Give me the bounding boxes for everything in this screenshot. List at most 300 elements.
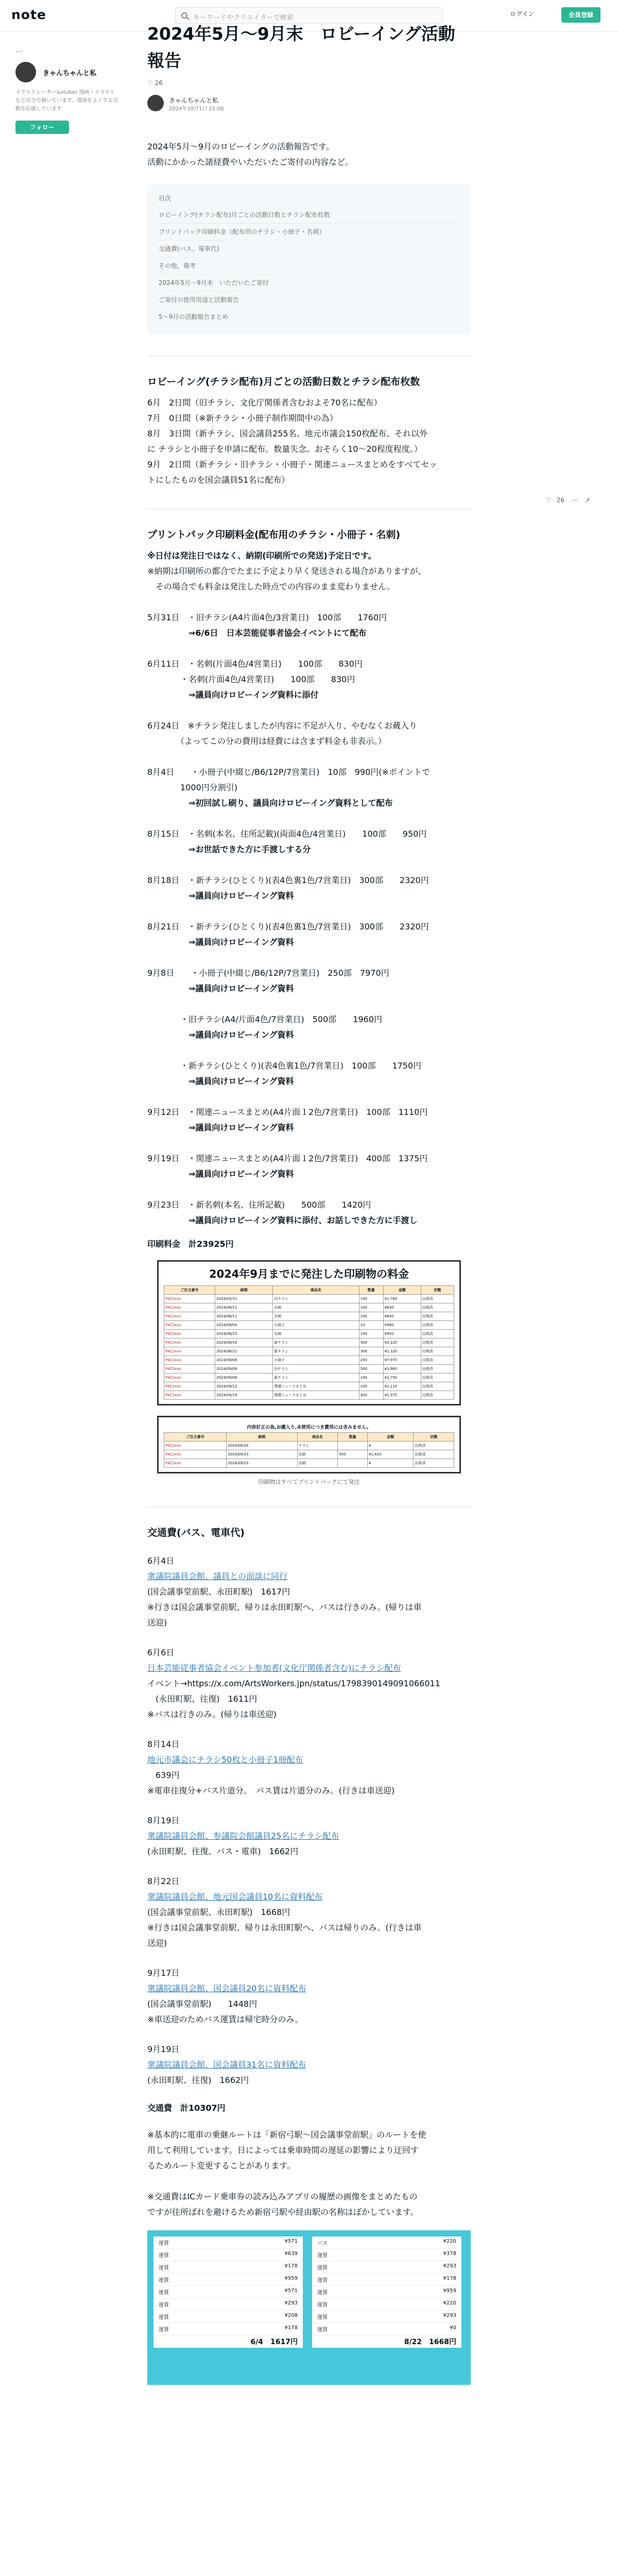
creator-name[interactable]: きゃんちゃんと私 xyxy=(43,69,97,77)
table-cell: 関連ニュースまとめ xyxy=(273,1391,359,1400)
item-line: 9月12日 ・関連ニュースまとめ(A4片面１2色/7営業日) 100部 1110円 xyxy=(147,1107,428,1117)
table-row xyxy=(164,1295,454,1303)
table-cell: チラシ xyxy=(297,1442,338,1450)
table-row xyxy=(164,1321,454,1330)
transport-entry xyxy=(147,1874,471,1951)
entry-line: 639円 xyxy=(147,1770,180,1780)
receipt-line xyxy=(312,2249,461,2261)
receipt-amount: ¥959 xyxy=(284,2276,298,2281)
print-item xyxy=(147,765,471,811)
item-line: 6月11日 ・名刺(片面4色/4営業日) 100部 830円 xyxy=(147,659,363,669)
column-header: 金額 xyxy=(383,1286,421,1295)
receipt-label: 運賃 xyxy=(159,2315,169,2320)
print-total: 印刷料金 計23925円 xyxy=(147,1239,234,1249)
transport-entry xyxy=(147,1737,471,1799)
table-cell: 2024/05/31 xyxy=(215,1295,272,1303)
section-line: トにしたものを国会議員51名に配布） xyxy=(147,475,290,485)
receipt-label: 運賃 xyxy=(317,2278,328,2283)
section-line: 6月 2日間（旧チラシ、文化庁関係者含むおよそ70名に配布） xyxy=(147,398,382,408)
column-header: 数量 xyxy=(359,1286,383,1295)
entry-link[interactable]: 衆議院議員会館、国会議員20名に資料配布 xyxy=(147,1984,306,1993)
table-cell: ¥ xyxy=(367,1459,413,1468)
receipt-amount: ¥293 xyxy=(443,2313,456,2318)
item-line: ・旧チラシ(A4/片面4色/7営業日) 500部 1960円 xyxy=(147,1014,383,1024)
table-header xyxy=(164,1286,454,1295)
item-note: ⇒議員向けロビーイング資料 xyxy=(147,937,294,947)
receipt-line xyxy=(153,2274,303,2286)
table-cell: 関連ニュースまとめ xyxy=(273,1382,359,1391)
entry-line: 送迎) xyxy=(147,1618,167,1628)
receipt-amount: ¥0 xyxy=(450,2325,456,2331)
column-header: ご注文番号 xyxy=(164,1286,215,1295)
receipt-amount: ¥178 xyxy=(443,2276,456,2281)
print-item xyxy=(147,1058,471,1089)
table-cell: 100 xyxy=(359,1303,383,1312)
table-cell: P4C2xxx xyxy=(164,1391,215,1400)
table-cell: 2024/09/08 xyxy=(215,1374,272,1382)
table-row xyxy=(164,1347,454,1356)
intro xyxy=(147,139,471,170)
item-line: （よってこの分の費用は経費には含まず料金も非表示。） xyxy=(147,736,387,746)
item-note: ⇒議員向けロビーイング資料 xyxy=(147,1169,294,1179)
heart-icon[interactable]: ♡ xyxy=(147,79,155,87)
receipt-label: 運賃 xyxy=(317,2315,328,2320)
print-item xyxy=(147,610,471,641)
column-header: 納期 xyxy=(227,1433,297,1442)
receipt-label: 運賃 xyxy=(159,2278,169,2283)
follow-button[interactable]: フォロー xyxy=(15,121,69,134)
receipt-line xyxy=(153,2311,303,2323)
section-line: 8月 3日間（新チラシ、国会議員255名、地元市議会150枚配布、それ以外 xyxy=(147,429,428,438)
table-cell: 2024/08/15 xyxy=(215,1330,272,1338)
entry-date: 9月19日 xyxy=(147,2044,180,2054)
note-logo[interactable]: note xyxy=(11,7,46,22)
table-cell: ¥2,320 xyxy=(383,1347,421,1356)
table-cell: ¥7,970 xyxy=(383,1356,421,1365)
toc-item[interactable]: 5〜9月の活動報告まとめ xyxy=(159,309,459,326)
toc-item[interactable]: ご寄付の使用用途と活動報告 xyxy=(159,292,459,309)
transport-entry xyxy=(147,1645,471,1722)
table-cell: 300 xyxy=(359,1347,383,1356)
table-row xyxy=(164,1391,454,1400)
table-cell: P4C2xxx xyxy=(164,1459,227,1468)
entry-link[interactable]: 衆議院議員会館、国会議員31名に資料配布 xyxy=(147,2060,306,2070)
search-icon xyxy=(181,12,187,19)
receipt-label: 運賃 xyxy=(317,2302,328,2308)
author-avatar[interactable] xyxy=(147,95,164,111)
entry-line: 送迎) xyxy=(147,1938,167,1948)
print-price-image xyxy=(157,1260,461,1405)
receipt-line xyxy=(153,2249,303,2261)
flyer-title: 2024年9月までに発注した印刷物の料金 xyxy=(209,1268,409,1280)
share-icon[interactable]: ↗ xyxy=(585,497,590,504)
table-cell: P4C2xxx xyxy=(164,1442,227,1450)
table-cell: 500 xyxy=(338,1450,368,1459)
receipt-label: 運賃 xyxy=(159,2290,169,2296)
entry-date: 8月14日 xyxy=(147,1739,180,1749)
transport-entry xyxy=(147,2042,471,2088)
entry-date: 6月4日 xyxy=(147,1556,175,1566)
table-cell: 出荷済 xyxy=(414,1442,454,1450)
table-row xyxy=(164,1442,454,1450)
table-cell xyxy=(338,1459,368,1468)
item-note: ⇒6/6日 日本芸能従事者協会イベントにて配布 xyxy=(147,628,367,638)
section-body xyxy=(147,395,471,488)
item-note: ⇒議員向けロビーイング資料 xyxy=(147,1076,294,1086)
item-note: ⇒議員向けロビーイング資料に添付 xyxy=(147,690,319,700)
table-cell: 出荷済 xyxy=(421,1347,454,1356)
print-items xyxy=(147,610,471,1228)
receipt-line xyxy=(312,2298,461,2311)
table-row xyxy=(164,1459,454,1468)
item-line: 8月15日 ・名刺(本名、住所記載)(両面4色/4営業日) 100部 950円 xyxy=(147,829,427,839)
entry-line: ※バスは行きのみ。(帰りは車送迎) xyxy=(147,1709,277,1719)
entry-link[interactable]: 衆議院議員会館、地元国会議員10名に資料配布 xyxy=(147,1892,323,1902)
note-line: ※日付は発注日ではなく、納期(印刷所での発送)予定日です。 xyxy=(147,551,376,561)
entry-line: ※行きは国会議事堂前駅、帰りは永田町駅へ、バスは行きのみ。(帰りは車 xyxy=(147,1602,422,1612)
receipt-line xyxy=(153,2236,303,2249)
item-note: ⇒議員向けロビーイング資料 xyxy=(147,1030,294,1040)
table-cell: 400 xyxy=(359,1391,383,1400)
item-note: ⇒お世話できた方に手渡しする分 xyxy=(147,844,311,854)
more-icon[interactable]: … xyxy=(15,46,22,54)
author-block xyxy=(147,94,471,112)
table-row xyxy=(164,1356,454,1365)
table-cell: 10 xyxy=(359,1321,383,1330)
transport-entry xyxy=(147,1813,471,1859)
receipt-line xyxy=(312,2286,461,2298)
item-line: 9月23日 ・新名刺(本名、住所記載) 500部 1420円 xyxy=(147,1200,371,1210)
table-cell: 2024/09/12 xyxy=(215,1382,272,1391)
item-line: 5月31日 ・旧チラシ(A4片面4色/3営業日) 100部 1760円 xyxy=(147,613,387,622)
comment-icon[interactable]: ⋯ xyxy=(571,497,578,504)
table-cell: 100 xyxy=(359,1382,383,1391)
receipt-label: 運賃 xyxy=(317,2327,328,2333)
toc-item[interactable]: プリントパック印刷料金（配布用のチラシ・小冊子・名刺） xyxy=(159,224,459,241)
item-line: 9月8日 ・小冊子(中綴じ/B6/12P/7営業日) 250部 7970円 xyxy=(147,968,389,978)
note-line: ※交通費はICカード乗車券の読み込みアプリの履歴の画像をまとめたもの xyxy=(147,2192,418,2201)
intro-line: 2024年5月〜9月のロビーイングの活動報告です。 xyxy=(147,142,334,151)
heart-icon[interactable]: ♡ xyxy=(546,497,552,504)
table-cell: 出荷済 xyxy=(421,1312,454,1321)
receipt-line xyxy=(312,2311,461,2323)
table-cell: 出荷済 xyxy=(421,1356,454,1365)
receipt-line xyxy=(312,2323,461,2335)
table-row xyxy=(164,1382,454,1391)
like-count: 26 xyxy=(556,497,565,504)
item-line: ・新チラシ(ひとくり)(表4色裏1色/7営業日) 100部 1750円 xyxy=(147,1061,422,1071)
note-line: ※基本的に電車の乗継ルートは「新宿弓駅〜国会議事堂前駅」のルートを使 xyxy=(147,2130,426,2140)
item-line: 8月4日 ・小冊子(中綴じ/B6/12P/7営業日) 10部 990円(※ポイントで xyxy=(147,767,430,777)
article-actions xyxy=(546,497,595,504)
column-header: 数量 xyxy=(338,1433,368,1442)
table-cell: 2024/09/19 xyxy=(215,1391,272,1400)
receipt-amount: ¥178 xyxy=(284,2263,298,2269)
creator-sidebar xyxy=(15,52,118,134)
toc-item[interactable]: その他、備考 xyxy=(159,258,459,275)
entry-line: (永田町駅、往復) 1662円 xyxy=(147,2075,249,2085)
column-header: 納期 xyxy=(215,1286,272,1295)
receipt-line xyxy=(312,2236,461,2249)
receipt-label: 運賃 xyxy=(317,2265,328,2271)
receipt-total: 8/22 1668円 xyxy=(404,2338,456,2346)
table-cell: P4C2xxx xyxy=(164,1450,227,1459)
receipt-amount: ¥571 xyxy=(284,2239,298,2244)
receipt-amount: ¥208 xyxy=(284,2313,298,2318)
transport-total: 交通費 計10307円 xyxy=(147,2103,226,2113)
section-line: 9月 2日間（新チラシ・旧チラシ・小冊子・関連ニュースまとめをすべてセッ xyxy=(147,460,438,469)
receipt-amount: ¥378 xyxy=(443,2251,456,2257)
receipt-line xyxy=(153,2286,303,2298)
table-cell: 100 xyxy=(359,1374,383,1382)
table-cell: 出荷済 xyxy=(421,1374,454,1382)
table-cell: 旧チラシ xyxy=(273,1295,359,1303)
item-note: ⇒議員向けロビーイング資料 xyxy=(147,891,294,901)
section-heading: ロビーイング(チラシ配布)月ごとの活動日数とチラシ配布枚数 xyxy=(147,355,471,388)
signup-button[interactable]: 会員登録 xyxy=(561,7,600,23)
note-line: 用して利用しています。日によっては乗車時間の遅延の影響により迂回す xyxy=(147,2145,419,2155)
receipt-amount: ¥571 xyxy=(284,2288,298,2294)
table-cell: 名刺 xyxy=(273,1312,359,1321)
note-line xyxy=(147,2174,471,2189)
section-heading: プリントパック印刷料金(配布用のチラシ・小冊子・名刺) xyxy=(147,509,471,541)
table-cell: 出荷済 xyxy=(414,1450,454,1459)
avatar[interactable] xyxy=(15,62,36,82)
table-cell: 新チラシ xyxy=(273,1338,359,1347)
price-table xyxy=(164,1285,454,1400)
table-cell: 出荷済 xyxy=(421,1330,454,1338)
toc-title: 目次 xyxy=(159,195,171,202)
entry-line: (国会議事堂前駅) 1448円 xyxy=(147,1999,258,2009)
toc-item[interactable]: ロビーイング(チラシ配布)月ごとの活動日数とチラシ配布枚数 xyxy=(159,207,459,224)
creator-bio: イラストレーター&vtuber 漫画・イラストなど自分で描いています。環境をよくする活動を応援しています xyxy=(15,90,118,112)
print-item xyxy=(147,718,471,749)
item-line: 9月19日 ・関連ニュースまとめ(A4片面１2色/7営業日) 400部 1375円 xyxy=(147,1154,428,1163)
intro-line: 活動にかかった諸経費やいただいたご寄付の内容など。 xyxy=(147,157,354,167)
table-row xyxy=(164,1450,454,1459)
section-notes xyxy=(147,548,471,595)
toc-item[interactable]: 交通費(バス、電車代) xyxy=(159,241,459,258)
toc-item[interactable]: 2024年5月〜9月末 いただいたご寄付 xyxy=(159,275,459,292)
entry-line: イベント→https://x.com/ArtsWorkers.jpn/status/1798390149091066011 xyxy=(147,1679,440,1688)
receipt-label: 運賃 xyxy=(159,2265,169,2271)
print-item xyxy=(147,1151,471,1182)
item-line: 1000円分割引) xyxy=(147,783,237,792)
item-note: ⇒議員向けロビーイング資料に添付、お話しできた方に手渡し xyxy=(147,1215,418,1225)
print-item xyxy=(147,965,471,996)
receipt-amount: ¥293 xyxy=(284,2300,298,2306)
like-count: 26 xyxy=(154,79,163,87)
table-header xyxy=(164,1433,454,1442)
ic-card-history-image xyxy=(147,2230,471,2385)
table-cell: P4C2xxx xyxy=(164,1338,215,1347)
receipt-label: 運賃 xyxy=(159,2327,169,2333)
table-cell: P4C2xxx xyxy=(164,1374,215,1382)
table-cell: 100 xyxy=(359,1312,383,1321)
print-item xyxy=(147,873,471,904)
column-header: 商品名 xyxy=(273,1286,359,1295)
table-cell: 100 xyxy=(359,1330,383,1338)
like-row xyxy=(147,79,471,87)
entry-date: 6月6日 xyxy=(147,1648,175,1657)
receipt-label: 運賃 xyxy=(317,2290,328,2296)
item-note: ⇒議員向けロビーイング資料 xyxy=(147,1123,294,1132)
table-cell: 新チラシ xyxy=(273,1374,359,1382)
table-cell: P4C2xxx xyxy=(164,1321,215,1330)
column-header: 商品名 xyxy=(297,1433,338,1442)
entry-link[interactable]: 日本芸能従事者協会イベント参加者(文化庁関係者含む)にチラシ配布 xyxy=(147,1663,401,1673)
table-cell: ¥1,960 xyxy=(383,1365,421,1374)
entry-line: ※車送迎のためバス運賃は帰宅時分のみ。 xyxy=(147,2014,303,2024)
table-cell: P4C2xxx xyxy=(164,1347,215,1356)
receipt-amount: ¥220 xyxy=(443,2239,456,2244)
item-line: ・名刺(片面4色/4営業日) 100部 830円 xyxy=(147,674,355,684)
table-cell: 100 xyxy=(359,1295,383,1303)
column-header: 状態 xyxy=(414,1433,454,1442)
receipt-amount: ¥293 xyxy=(443,2263,456,2269)
table-cell: 小冊子 xyxy=(273,1321,359,1330)
note-line: ですが住所ばれを避けるため新宿弓駅や経由駅の名称はぼかしています。 xyxy=(147,2207,419,2217)
table-cell: 2024/09/23 xyxy=(227,1450,297,1459)
publish-date: 2024年10月1日 21:00 xyxy=(169,106,224,112)
table-cell: 2024/08/18 xyxy=(215,1338,272,1347)
transport-entry xyxy=(147,1965,471,2027)
article-title: 2024年5月〜9月末 ロビーイング活動報告 xyxy=(147,24,455,71)
toc-list xyxy=(159,207,459,326)
transport-entry xyxy=(147,1553,471,1631)
print-item xyxy=(147,826,471,857)
table-cell: P4C2xxx xyxy=(164,1330,215,1338)
table-cell: ¥950 xyxy=(383,1330,421,1338)
table-cell: 2024/08/04 xyxy=(215,1321,272,1330)
article xyxy=(147,21,471,2385)
print-item xyxy=(147,919,471,950)
table-cell: ¥ xyxy=(367,1442,413,1450)
table-cell: 出荷済 xyxy=(421,1338,454,1347)
print-price-image-2 xyxy=(157,1416,461,1473)
item-line: 8月18日 ・新チラシ(ひとくり)(表4色裏1色/7営業日) 300部 2320円 xyxy=(147,875,429,885)
table-cell: P4C2xxx xyxy=(164,1382,215,1391)
section-heading: 交通費(バス、電車代) xyxy=(147,1506,471,1539)
table-cell: P4C2xxx xyxy=(164,1312,215,1321)
table-cell: 2024/09/23 xyxy=(227,1459,297,1468)
entry-link[interactable]: 衆議院議員会館、参議院会館議員25名にチラシ配布 xyxy=(147,1831,339,1841)
note-line: その場合でも料金は発注した時点での内容のまま変わりません。 xyxy=(147,582,395,591)
entry-link[interactable]: 地元市議会にチラシ50枚と小冊子1冊配布 xyxy=(147,1755,303,1765)
author-name[interactable]: きゃんちゃんと私 xyxy=(169,97,219,104)
receipt-left xyxy=(153,2236,303,2348)
column-header: 金額 xyxy=(367,1433,413,1442)
table-cell: 2024/06/24 xyxy=(227,1442,297,1450)
login-link[interactable]: ログイン xyxy=(510,10,535,18)
table-cell: P4C2xxx xyxy=(164,1356,215,1365)
table-cell: ¥1,420 xyxy=(367,1450,413,1459)
table-of-contents xyxy=(147,184,471,335)
table-cell: ¥830 xyxy=(383,1312,421,1321)
print-item xyxy=(147,1105,471,1136)
table-cell: P4C2xxx xyxy=(164,1303,215,1312)
table-cell: ¥830 xyxy=(383,1303,421,1312)
section-line: 7月 0日間（※新チラシ・小冊子制作期間中の為） xyxy=(147,413,338,423)
column-header: ご注文番号 xyxy=(164,1433,227,1442)
price-table-2 xyxy=(164,1432,454,1468)
entry-date: 8月22日 xyxy=(147,1876,180,1886)
table-cell: 2024/09/08 xyxy=(215,1356,272,1365)
receipt-right xyxy=(312,2236,461,2348)
search-placeholder: キーワードやクリエイターで検索 xyxy=(193,14,294,22)
receipt-line xyxy=(312,2261,461,2274)
note-line: ※納期は印刷所の都合でたまに予定より早く発送される場合がありますが、 xyxy=(147,566,426,576)
item-note: ⇒議員向けロビーイング資料 xyxy=(147,984,294,993)
table-row xyxy=(164,1374,454,1382)
print-item xyxy=(147,656,471,703)
table-cell: ¥1,760 xyxy=(383,1295,421,1303)
column-header: 状態 xyxy=(421,1286,454,1295)
table-cell: 出荷済 xyxy=(421,1391,454,1400)
item-line: 8月21日 ・新チラシ(ひとくり)(表4色裏1色/7営業日) 300部 2320円 xyxy=(147,922,429,931)
table-cell: 出荷済 xyxy=(421,1295,454,1303)
table-row xyxy=(164,1365,454,1374)
transport-entries xyxy=(147,1553,471,2088)
table-row xyxy=(164,1330,454,1338)
entry-line: (国会議事堂前駅、永田町駅) 1668円 xyxy=(147,1907,290,1917)
table-cell: 2024/06/11 xyxy=(215,1303,272,1312)
receipt-label: 運賃 xyxy=(317,2253,328,2259)
receipt-label: 運賃 xyxy=(159,2253,169,2259)
entry-date: 8月19日 xyxy=(147,1816,180,1825)
table-cell: 2024/09/08 xyxy=(215,1365,272,1374)
print-item xyxy=(147,1012,471,1043)
table-cell: 出荷済 xyxy=(421,1382,454,1391)
table-cell xyxy=(338,1442,368,1450)
table-cell: 名刺 xyxy=(273,1330,359,1338)
receipt-label: 運賃 xyxy=(159,2241,169,2246)
receipt-amount: ¥639 xyxy=(284,2251,298,2257)
table-cell: 2024/06/11 xyxy=(215,1312,272,1321)
print-item xyxy=(147,1197,471,1228)
transport-notes xyxy=(147,2127,471,2220)
entry-link[interactable]: 衆議院議員会館、議員との面談に同行 xyxy=(147,1571,288,1581)
table-cell: 出荷済 xyxy=(421,1365,454,1374)
table-cell: 2024/08/21 xyxy=(215,1347,272,1356)
table-row xyxy=(164,1312,454,1321)
section-line: に チラシと小冊子を申請に配布。数量失念。おそらく10〜20程度程度。） xyxy=(147,444,422,454)
table-cell: 名刺 xyxy=(297,1459,338,1468)
table-cell: 250 xyxy=(359,1356,383,1365)
item-line: 6月24日 ※チラシ発注しましたが内容に不足が入り、やむなくお蔵入り xyxy=(147,721,417,731)
note-line: るためルート変更することがあります。 xyxy=(147,2161,295,2171)
table-cell: P4C2xxx xyxy=(164,1295,215,1303)
receipt-label: 運賃 xyxy=(159,2302,169,2308)
receipt-total: 6/4 1617円 xyxy=(250,2338,298,2346)
entry-line: ※電車往復分+バス片道分。 バス賃は片道分のみ。(行きは車送迎) xyxy=(147,1786,395,1795)
receipt-line xyxy=(153,2323,303,2335)
entry-line: (永田町駅、往復、バス・電車) 1662円 xyxy=(147,1846,299,1856)
table-cell: ¥1,750 xyxy=(383,1374,421,1382)
table-cell: 旧チラシ xyxy=(273,1365,359,1374)
flyer-note: 内容訂正の為,お蔵入り,未使用につき費用には含みません。 xyxy=(247,1425,371,1430)
table-cell: 300 xyxy=(359,1338,383,1347)
table-cell: ¥1,110 xyxy=(383,1382,421,1391)
receipt-line xyxy=(312,2274,461,2286)
table-cell: 小冊子 xyxy=(273,1356,359,1365)
receipt-amount: ¥178 xyxy=(284,2325,298,2331)
receipt-line xyxy=(153,2298,303,2311)
table-cell: 出荷済 xyxy=(421,1303,454,1312)
table-cell: ¥2,320 xyxy=(383,1338,421,1347)
receipt-label: バス xyxy=(317,2241,328,2246)
table-cell: ¥1,375 xyxy=(383,1391,421,1400)
